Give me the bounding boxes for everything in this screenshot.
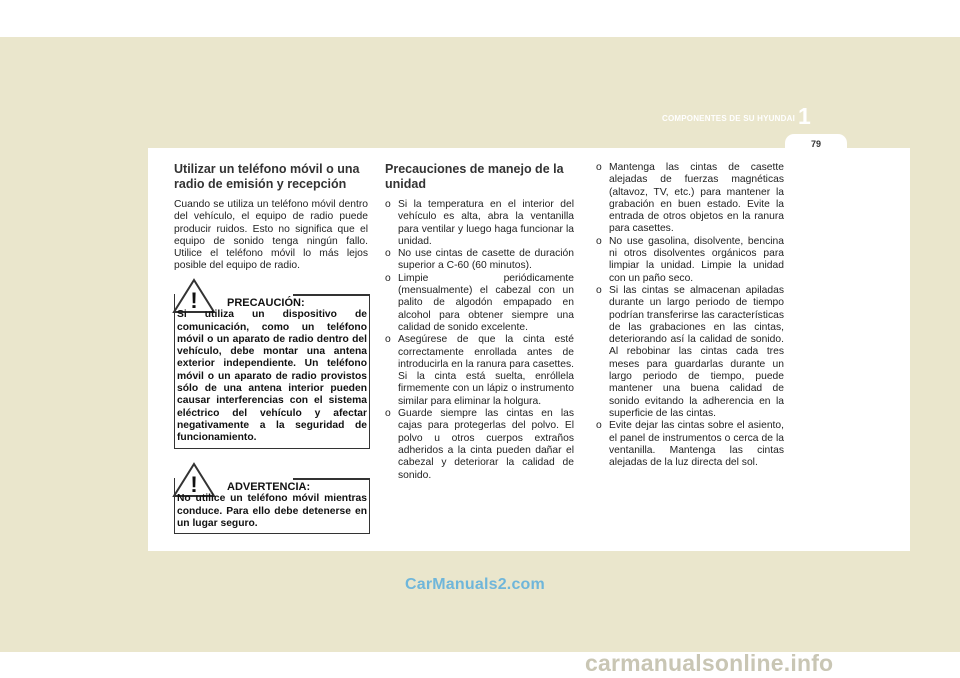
- chapter-number: 1: [798, 103, 811, 129]
- list-item: o No use cintas de casette de duración superior a C-60 (60 minutos).: [385, 248, 574, 272]
- list-item: o Asegúrese de que la cinta esté correctamente enrollada antes de introducirla en la ranura para casettes. Si la cinta está suelta, enróllela firmemente con un lápiz o instrumento similar para eliminar la holgura.: [385, 334, 574, 407]
- list-item: o Limpie periódicamente (mensualmente) el cabezal con un palito de algodón empapado en alcohol para obtener siempre una calidad de sonido excelente.: [385, 272, 574, 333]
- list-item: o No use gasolina, disolvente, bencina ni otros disolventes orgánicos para limpiar la unidad. Limpie la unidad con un paño seco.: [596, 235, 784, 284]
- warning-text: No utilice un teléfono móvil mientras conduce. Para ello debe detenerse en un lugar seguro.: [177, 493, 367, 529]
- list-item: o Evite dejar las cintas sobre el asiento, el panel de instrumentos o cerca de la ventanilla. Mantenga las cintas alejadas de la luz directa del sol.: [596, 420, 784, 469]
- caution-title: PRECAUCIÓN:: [227, 297, 305, 309]
- column-3: [596, 162, 784, 469]
- svg-text:!: !: [190, 288, 198, 313]
- list-item: o Si las cintas se almacenan apiladas durante un largo periodo de tiempo podrían transferirse las características de las grabaciones en las cintas, deteriorando así la calidad de sonido. Al rebobinar las cintas cada tres meses para guardarlas durante un largo periodo de tiempo, puede mantener una buena calidad de sonido evitando la adherencia en la superficie de las cintas.: [596, 284, 784, 419]
- caution-box: [174, 294, 370, 449]
- list-item: o Mantenga las cintas de casette alejadas de fuerzas magnéticas (altavoz, TV, etc.) para mantener la grabación en buen estado. Evite la entrada de otros objetos en la ranura para casettes.: [596, 162, 784, 235]
- caution-top-border: [293, 294, 369, 312]
- warning-title: ADVERTENCIA:: [227, 481, 311, 493]
- handling-list: [385, 199, 574, 482]
- carmanuals-watermark[interactable]: CarManuals2.com: [405, 576, 545, 593]
- page-number: 79: [810, 139, 821, 149]
- cell-phone-heading: Utilizar un teléfono móvil o una radio de emisión y recepción: [174, 162, 360, 191]
- handling-list-continued: [596, 162, 784, 469]
- list-item: o Guarde siempre las cintas en las cajas para protegerlas del polvo. El polvo u otros cuerpos extraños adheridos a la cinta pueden dañar el cabezal y deteriorar la calidad de sonido.: [385, 408, 574, 481]
- footer-watermark: carmanualsonline.info: [585, 650, 834, 676]
- section-title: COMPONENTES DE SU HYUNDAI: [661, 114, 795, 123]
- caution-text: Si utiliza un dispositivo de comunicación, como un teléfono móvil o un aparato de radio dentro del vehículo, debe montar una antena exterior independiente. Un teléfono móvil o un aparato de radio provistos sólo de una antena interior pueden causar interferencias con el sistema eléctrico del vehículo y afectar negativamente a la seguridad de funcionamiento.: [177, 309, 367, 444]
- warning-top-border: [293, 478, 369, 496]
- warning-box: [174, 478, 370, 534]
- handling-heading: Precauciones de manejo de la unidad: [385, 162, 564, 191]
- column-2: [385, 162, 574, 482]
- svg-text:!: !: [190, 472, 198, 497]
- list-item: o Si la temperatura en el interior del vehículo es alta, abra la ventanilla para ventilar y luego haga funcionar la unidad.: [385, 199, 574, 247]
- column-1: [174, 162, 368, 273]
- cell-phone-paragraph: Cuando se utiliza un teléfono móvil dentro del vehículo, el equipo de radio puede producir ruidos. Esto no significa que el equipo de sonido tenga ningún fallo. Utilice el teléfono móvil lo más lejos posible del equipo de radio.: [174, 199, 368, 272]
